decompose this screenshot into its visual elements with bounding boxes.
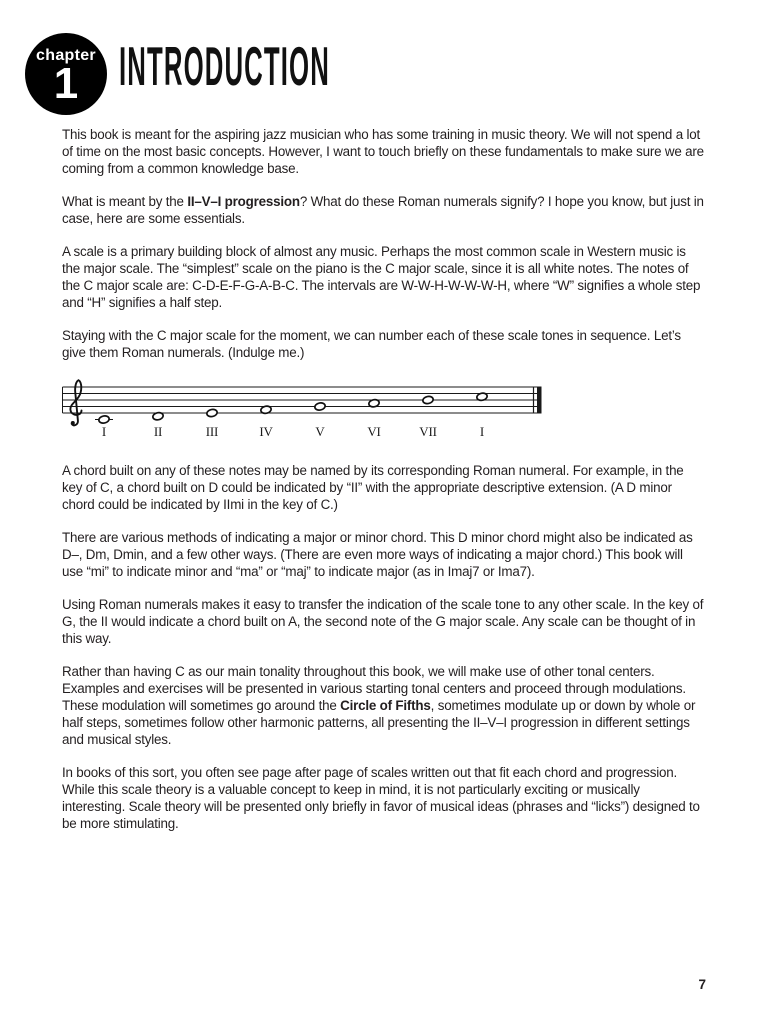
whole-note-e4: [206, 408, 218, 417]
staff-lines: [63, 387, 542, 413]
whole-notes: [95, 392, 488, 424]
staff-notation: [62, 377, 542, 441]
paragraph-roman-numerals: Staying with the C major scale for the moment, we can number each of these scale tones in sequence. Let’s give them Roman numerals. (Indulge me.): [62, 328, 681, 360]
paragraph-tonal-centers: Rather than having C as our main tonality throughout this book, we will make use of other tonal centers. Examples and exercises will be presented in various starting tonal centers and proceed through modulations. These modulation will sometimes go around the Circle of Fifths, sometimes modulate up or down by whole or half steps, sometimes follow other harmonic patterns, all presenting the II–V–I progression in different settings and musical styles.: [62, 664, 696, 747]
roman-numeral-label: VI: [367, 424, 381, 439]
body-text: [62, 126, 706, 832]
roman-numeral-label: I: [479, 424, 485, 439]
roman-numeral-labels: [102, 424, 484, 439]
whole-note-c4: [95, 415, 113, 424]
chapter-header: [25, 33, 768, 115]
roman-numeral-label: V: [315, 424, 325, 439]
paragraph-chord-methods: There are various methods of indicating a major or minor chord. This D minor chord might also be indicated as D–, Dm, Dmin, and a few other ways. (There are even more ways of indicating a major chord.) This book will use “mi” to indicate minor and “ma” or “maj” to indicate major (as in Imaj7 or Ima7).: [62, 530, 693, 579]
paragraph-intro: This book is meant for the aspiring jazz musician who has some training in music theory. We will not spend a lot of time on the most basic concepts. However, I want to touch briefly on these fundamentals to make sure we are coming from a common knowledge base.: [62, 127, 704, 176]
paragraph-scale-theory: In books of this sort, you often see page after page of scales written out that fit each chord and progression. While this scale theory is a valuable concept to keep in mind, it is not particularly exciting or musically interesting. Scale theory will be presented only briefly in favor of musical ideas (phrases and “licks”) designed to be more stimulating.: [62, 765, 700, 831]
roman-numeral-label: III: [205, 424, 219, 439]
chapter-label: chapter: [36, 46, 96, 64]
roman-numeral-label: I: [101, 424, 107, 439]
whole-note-g4: [314, 402, 326, 411]
paragraph-scale-basics: A scale is a primary building block of almost any music. Perhaps the most common scale in Western music is the major scale. The “simplest” scale on the piano is the C major scale, since it is all white notes. The notes of the C major scale are: C-D-E-F-G-A-B-C. The intervals are W-W-H-W-W-W-H, where “W” signifies a whole step and “H” signifies a half step.: [62, 244, 701, 310]
roman-numeral-label: VII: [419, 424, 437, 439]
paragraph-chord-naming: A chord built on any of these notes may be named by its corresponding Roman numeral. For example, in the key of C, a chord built on D could be indicated by “II” with the appropriate descriptive extension. (A D minor chord could be indicated by IImi in the key of C.): [62, 463, 684, 512]
chapter-badge: [25, 33, 107, 115]
whole-note-b4: [422, 395, 434, 404]
page-title: INTRODUCTION: [119, 35, 330, 97]
paragraph-transfer-scales: Using Roman numerals makes it easy to transfer the indication of the scale tone to any other scale. In the key of G, the II would indicate a chord built on A, the second note of the G major scale. Any scale can be thought of in this way.: [62, 597, 704, 646]
roman-numeral-label: II: [153, 424, 163, 439]
chapter-number: 1: [53, 58, 79, 108]
page-number: 7: [698, 977, 706, 992]
roman-numeral-label: IV: [259, 424, 273, 439]
music-figure: [62, 377, 706, 441]
paragraph-progression-question: What is meant by the II–V–I progression? What do these Roman numerals signify? I hope you know, but just in case, here are some essentials.: [62, 194, 704, 226]
